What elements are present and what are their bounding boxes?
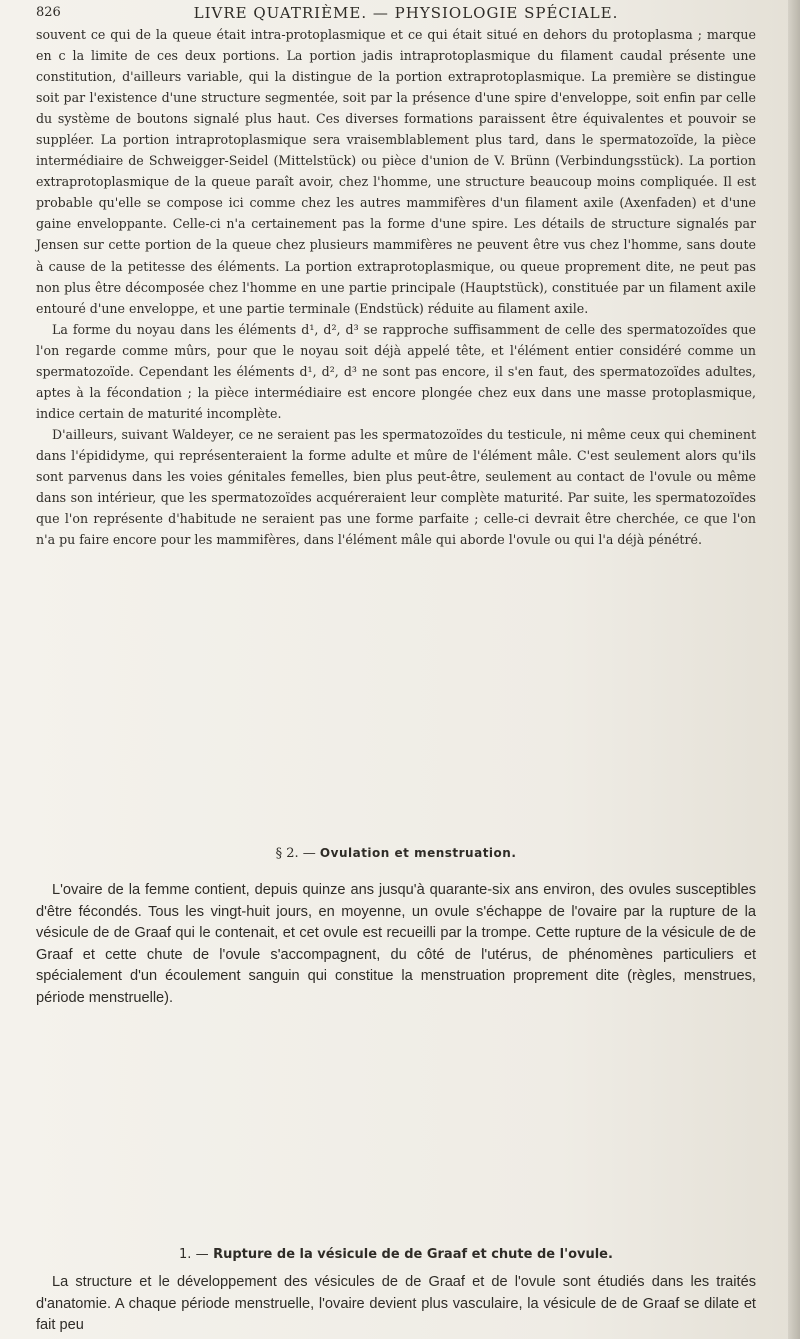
page-header [36,3,756,25]
paragraph: D'ailleurs, suivant Waldeyer, ce ne seraient pas les spermatozoïdes du testicule, ni même ceux qui cheminent dans l'épididyme, qui représenteraient la forme adulte et mûre de l'élément mâle. C'est seulement alors qu'ils sont parvenus dans les voies génitales femelles, bien plus peut-être, seulement au contact de l'ovule ou même dans son intérieur, que les spermatozoïdes acquéreraient leur complète maturité. Par suite, les spermatozoïdes que l'on représente d'habitude ne seraient pas une forme parfaite ; celle-ci devrait être cherchée, ce que l'on n'a pu faire encore pour les mammifères, dans l'élément mâle qui aborde l'ovule ou qui l'a déjà pénétré. [36,426,756,548]
subsection-heading [36,1247,756,1262]
paragraph: L'ovaire de la femme contient, depuis quinze ans jusqu'à quarante-six ans environ, des ovules susceptibles d'être fécondés. Tous les vingt-huit jours, en moyenne, un ovule s'échappe de l'ovaire par la rupture de la vésicule de de Graaf qui le contenait, et cet ovule est recueilli par la trompe. Cette rupture de la vésicule de de Graaf et cette chute de l'ovule s'accompagnent, du côté de l'utérus, de phénomènes particuliers et spécialement d'un écoulement sanguin qui constitue la menstruation proprement dite (règles, menstrues, période menstruelle). [36,882,756,1006]
paragraph: souvent ce qui de la queue était intra-protoplasmique et ce qui était situé en dehors du protoplasma ; marque en c la limite de ces deux portions. La portion jadis intraprotoplasmique du filament caudal présente une constitution, d'ailleurs variable, qui la distingue de la portion extraprotoplasmique. La première se distingue soit par l'existence d'une structure segmentée, soit par la présence d'une spire d'enveloppe, soit enfin par celle du système de boutons signalé plus haut. Ces diverses formations paraissent être équivalentes et pouvoir se suppléer. La portion intraprotoplasmique sera vraisemblablement plus tard, dans le spermatozoïde, la pièce intermédiaire de Schweigger-Seidel (Mittelstück) ou pièce d'union de V. Brünn (Verbindungsstück). La portion extraprotoplasmique de la queue paraît avoir, chez l'homme, une structure beaucoup moins compliquée. Il est probable qu'elle se compose ici comme chez les autres mammifères d'un filament axile (Axenfaden) et d'une gaine enveloppante. Celle-ci n'a certainement pas la forme d'une spire. Les détails de structure signalés par Jensen sur cette portion de la queue chez plusieurs mammifères ne peuvent être vus chez l'homme, sans doute à cause de la petitesse des éléments. La portion extraprotoplasmique, ou queue proprement dite, ne peut pas non plus être décomposée chez l'homme en une partie principale (Hauptstück), constituée par un filament axile entouré d'une enveloppe, et une partie terminale (Endstück) réduite au filament axile. [36,27,756,316]
section-title: Ovulation et menstruation. [319,846,517,860]
paragraph: La structure et le développement des vésicules de de Graaf et de l'ovule sont étudiés dans les traités d'anatomie. A chaque période menstruelle, l'ovaire devient plus vasculaire, la vésicule de de Graaf se dilate et fait peu [36,1274,756,1334]
section-number: § 2. — [275,846,316,861]
page-edge-shadow [788,0,800,1339]
paragraph: La forme du noyau dans les éléments d¹, d², d³ se rapproche suffisamment de celle des spermatozoïdes que l'on regarde comme mûrs, pour que le noyau soit déjà appelé tête, et l'élément entier considéré comme un spermatozoïde. Cependant les éléments d¹, d², d³ ne sont pas encore, il s'en faut, des spermatozoïdes adultes, aptes à la fécondation ; la pièce intermédiaire est encore plongée chez eux dans une masse protoplasmique, indice certain de maturité incomplète. [36,321,756,421]
section-heading [36,846,756,861]
subsection-number: 1. — [179,1247,209,1262]
page-number: 826 [36,5,61,20]
body-text-large [36,880,756,1010]
running-title: LIVRE QUATRIÈME. — PHYSIOLOGIE SPÉCIALE. [193,4,619,22]
body-text-final [36,1272,756,1337]
body-text-small [36,24,756,550]
subsection-title: Rupture de la vésicule de de Graaf et chute de l'ovule. [213,1247,613,1262]
